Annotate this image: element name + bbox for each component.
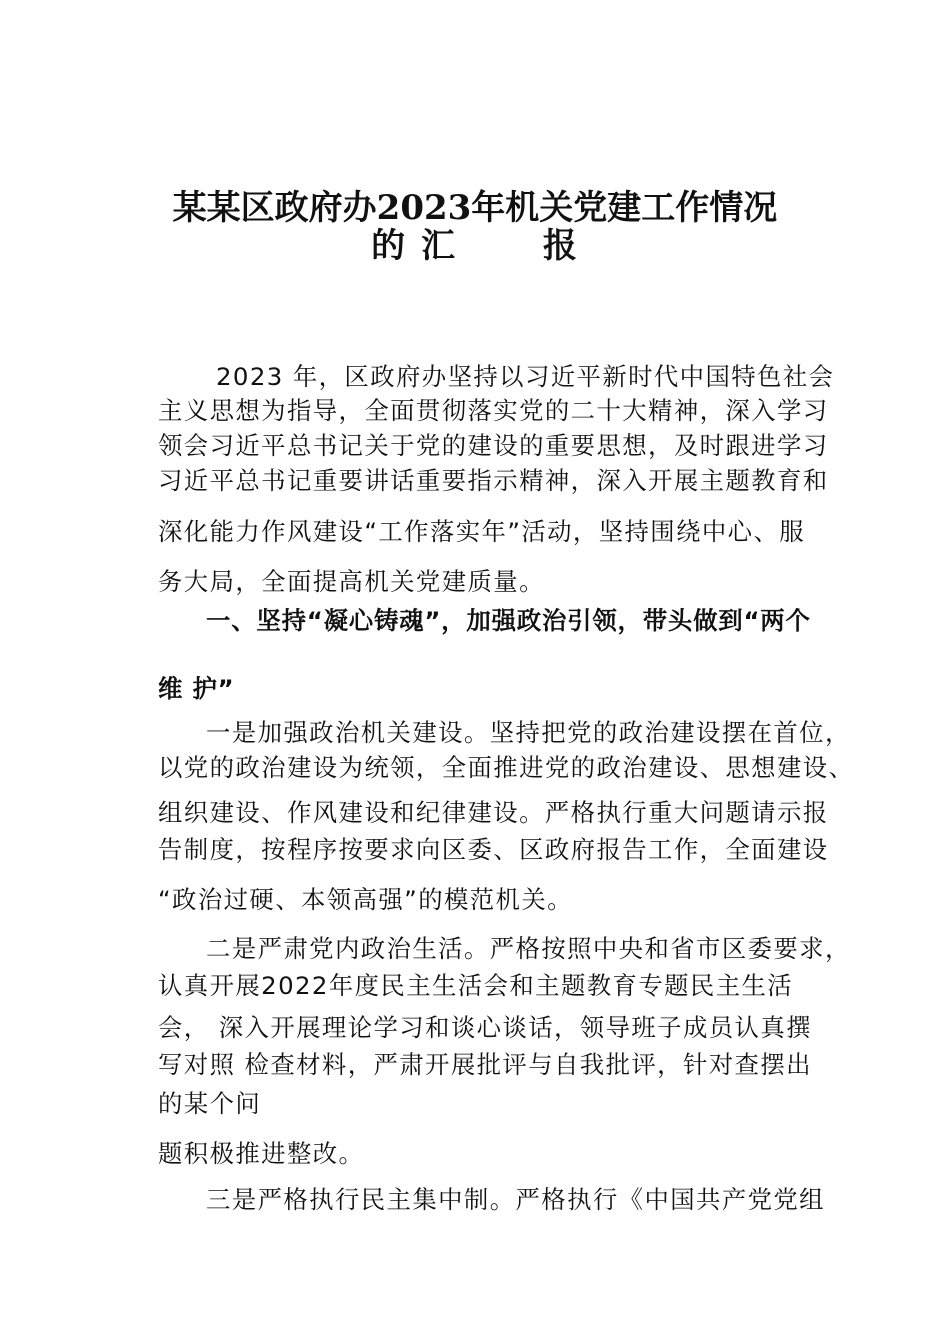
paragraph-line: 写对照 检查材料，严肃开展批评与自我批评，针对查摆出 xyxy=(158,1050,812,1079)
paragraph-line: 组织建设、作风建设和纪律建设。严格执行重大问题请示报 xyxy=(158,798,829,827)
paragraph-line: 务大局，全面提高机关党建质量。 xyxy=(158,567,545,596)
paragraph-line: 认真开展2022年度民主生活会和主题教育专题民主生活 xyxy=(158,971,794,1000)
paragraph-line: 会， 深入开展理论学习和谈心谈话，领导班子成员认真撰 xyxy=(158,1013,812,1042)
paragraph-line: 告制度，按程序按要求向区委、区政府报告工作，全面建设 xyxy=(158,835,829,864)
paragraph-line: 的某个问 xyxy=(158,1089,262,1118)
paragraph-line: 主义思想为指导，全面贯彻落实党的二十大精神，深入学习 xyxy=(158,396,829,425)
paragraph-line: 三是严格执行民主集中制。严格执行《中国共产党党组 xyxy=(206,1185,825,1214)
document-title-line-1: 某某区政府办2023年机关党建工作情况 xyxy=(172,188,778,228)
section-heading: 一、坚持“凝心铸魂”，加强政治引领，带头做到“两个 xyxy=(206,606,811,635)
paragraph-line: 领会习近平总书记关于党的建设的重要思想，及时跟进学习 xyxy=(158,431,829,460)
paragraph-line: 2023 年，区政府办坚持以习近平新时代中国特色社会 xyxy=(216,362,835,391)
paragraph-line: 二是严肃党内政治生活。严格按照中央和省市区委要求， xyxy=(206,934,851,963)
paragraph-line: 题积极推进整改。 xyxy=(158,1139,365,1168)
paragraph-line: 一是加强政治机关建设。坚持把党的政治建设摆在首位， xyxy=(206,718,851,747)
paragraph-line: “政治过硬、本领高强”的模范机关。 xyxy=(158,885,573,914)
paragraph-line: 习近平总书记重要讲话重要指示精神，深入开展主题教育和 xyxy=(158,466,829,495)
document-title-line-2: 的 汇 报 xyxy=(371,226,579,266)
paragraph-line: 以党的政治建设为统领，全面推进党的政治建设、思想建设、 xyxy=(158,753,855,782)
paragraph-line: 深化能力作风建设“工作落实年”活动，坚持围绕中心、服 xyxy=(158,517,806,546)
section-heading-continuation: 维 护” xyxy=(158,674,235,703)
